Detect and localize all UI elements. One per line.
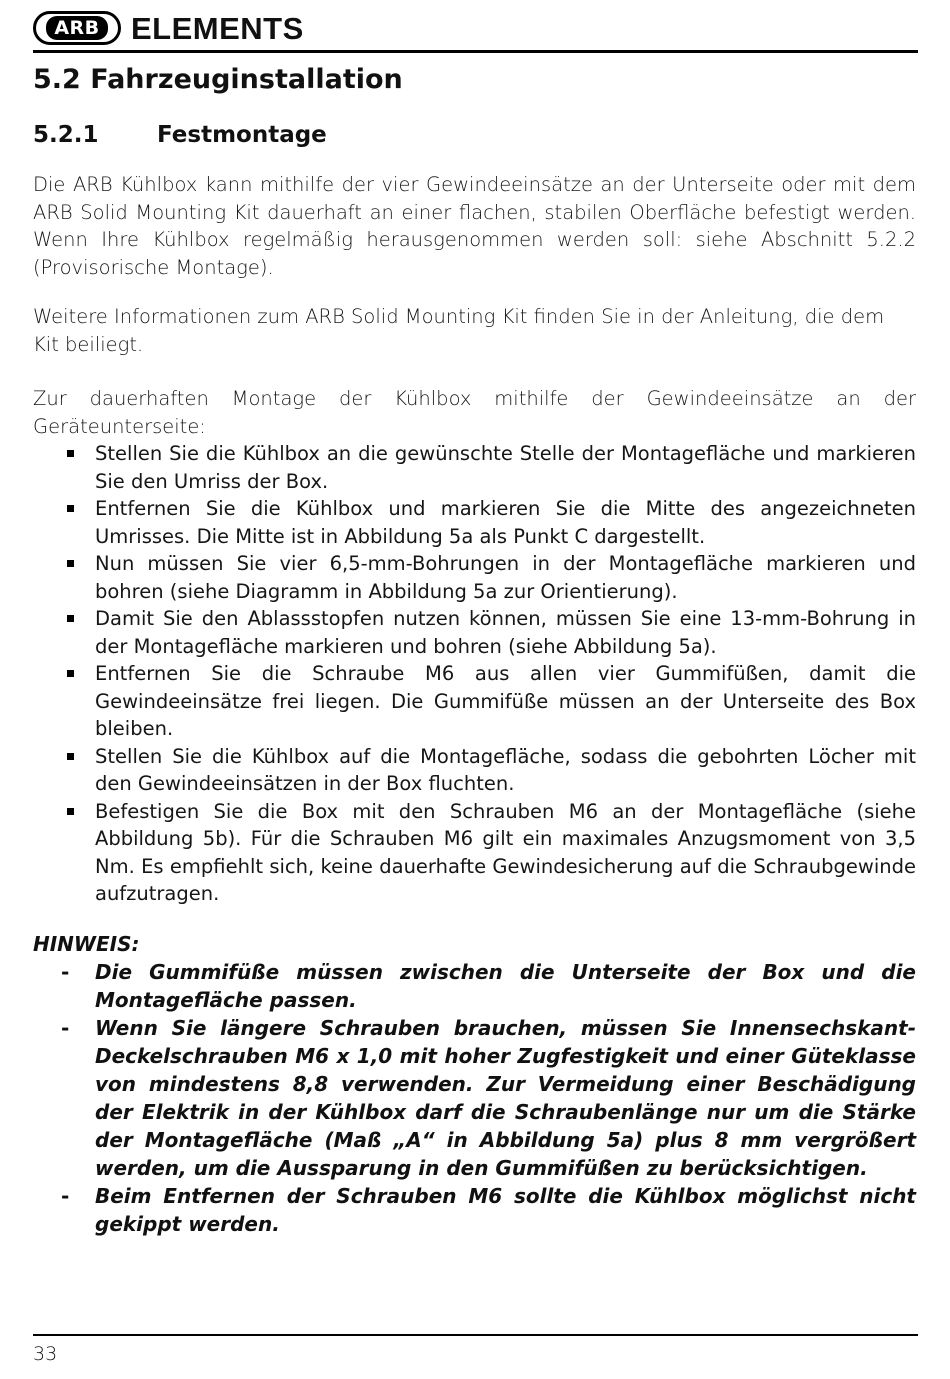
bullet-square-icon bbox=[67, 670, 74, 677]
bullet-square-icon bbox=[67, 615, 74, 622]
list-item-text: Befestigen Sie die Box mit den Schrauben M6 an der Montagefläche (siehe Abbildung 5b). Für die Schrauben M6 gilt ein maximales Anzugsmoment von 3,5 Nm. Es empfiehlt sich, keine dauerhafte Gewindesicherung auf die Schraubgewinde aufzutragen. bbox=[95, 799, 916, 905]
bullet-square-icon bbox=[67, 450, 74, 457]
list-item bbox=[33, 743, 916, 798]
arb-logo bbox=[33, 11, 121, 45]
subsection-title: Festmontage bbox=[157, 122, 327, 148]
logo-text: ARB bbox=[46, 16, 107, 40]
dash-marker: - bbox=[61, 960, 70, 984]
subsection-heading bbox=[33, 118, 327, 152]
dash-marker: - bbox=[61, 1184, 70, 1208]
section-title: 5.2 Fahrzeuginstallation bbox=[33, 64, 403, 95]
note-item-text: Die Gummifüße müssen zwischen die Unterseite der Box und die Montagefläche passen. bbox=[95, 960, 916, 1012]
page-number: 33 bbox=[33, 1343, 58, 1365]
list-item-text: Entfernen Sie die Schraube M6 aus allen vier Gummifüßen, damit die Gewindeeinsätze frei liegen. Die Gummifüße müssen an der Unterseite des Box bleiben. bbox=[95, 662, 916, 740]
list-item-text: Entfernen Sie die Kühlbox und markieren Sie die Mitte des angezeichneten Umrisses. Die Mitte ist in Abbildung 5a als Punkt C dargestellt. bbox=[95, 497, 916, 548]
note-item-text: Wenn Sie längere Schrauben brauchen, müssen Sie Innensechskant-Deckelschrauben M6 x 1,0 mit hoher Zugfestigkeit und einer Güteklasse von mindestens 8,8 verwenden. Zur Vermeidung einer Beschädigung der Elektrik in der Kühlbox darf die Schraubenlänge nur um die Stärke der Montagefläche (Maß „A“ in Abbildung 5a) plus 8 mm vergrößert werden, um die Aussparung in den Gummifüßen zu berücksichtigen. bbox=[95, 1016, 916, 1180]
list-item-text: Damit Sie den Ablassstopfen nutzen können, müssen Sie eine 13-mm-Bohrung in der Montagefläche markieren und bohren (siehe Abbildung 5a). bbox=[95, 607, 916, 658]
note-item bbox=[33, 1182, 916, 1238]
list-item bbox=[33, 605, 916, 660]
note-item-text: Beim Entfernen der Schrauben M6 sollte die Kühlbox möglichst nicht gekippt werden. bbox=[95, 1184, 916, 1236]
instructions-lead-paragraph: Zur dauerhaften Montage der Kühlbox mithilfe der Gewindeeinsätze an der Geräteunterseite: bbox=[33, 387, 916, 438]
list-item bbox=[33, 440, 916, 495]
list-item bbox=[33, 550, 916, 605]
note-item bbox=[33, 958, 916, 1014]
list-item bbox=[33, 495, 916, 550]
list-item-text: Nun müssen Sie vier 6,5-mm-Bohrungen in der Montagefläche markieren und bohren (siehe Diagramm in Abbildung 5a zur Orientierung). bbox=[95, 552, 916, 603]
bullet-square-icon bbox=[67, 753, 74, 760]
subsection-number: 5.2.1 bbox=[33, 122, 99, 148]
page-header bbox=[33, 8, 918, 52]
bullet-square-icon bbox=[67, 808, 74, 815]
note-heading: HINWEIS: bbox=[33, 932, 140, 956]
kit-info-paragraph: Weitere Informationen zum ARB Solid Mounting Kit finden Sie in der Anleitung, die dem Kit beiliegt. bbox=[33, 305, 885, 356]
bullet-square-icon bbox=[67, 505, 74, 512]
list-item-text: Stellen Sie die Kühlbox auf die Montagefläche, sodass die gebohrten Löcher mit den Gewindeeinsätzen in der Box fluchten. bbox=[95, 744, 916, 795]
dash-marker: - bbox=[61, 1016, 70, 1040]
header-divider bbox=[33, 50, 918, 53]
brand-title: ELEMENTS bbox=[131, 11, 304, 46]
intro-paragraph: Die ARB Kühlbox kann mithilfe der vier Gewindeeinsätze an der Unterseite oder mit dem ARB Solid Mounting Kit dauerhaft an einer flachen, stabilen Oberfläche befestigt werden. Wenn Ihre Kühlbox regelmäßig herausgenommen werden soll: siehe Abschnitt 5.2.2 (Provisorische Montage). bbox=[33, 173, 916, 279]
bullet-square-icon bbox=[67, 560, 74, 567]
note-item bbox=[33, 1014, 916, 1182]
instruction-list bbox=[33, 440, 916, 908]
footer-divider bbox=[33, 1334, 918, 1336]
note-list bbox=[33, 958, 916, 1238]
list-item bbox=[33, 660, 916, 743]
list-item bbox=[33, 798, 916, 908]
list-item-text: Stellen Sie die Kühlbox an die gewünschte Stelle der Montagefläche und markieren Sie den Umriss der Box. bbox=[95, 442, 916, 493]
